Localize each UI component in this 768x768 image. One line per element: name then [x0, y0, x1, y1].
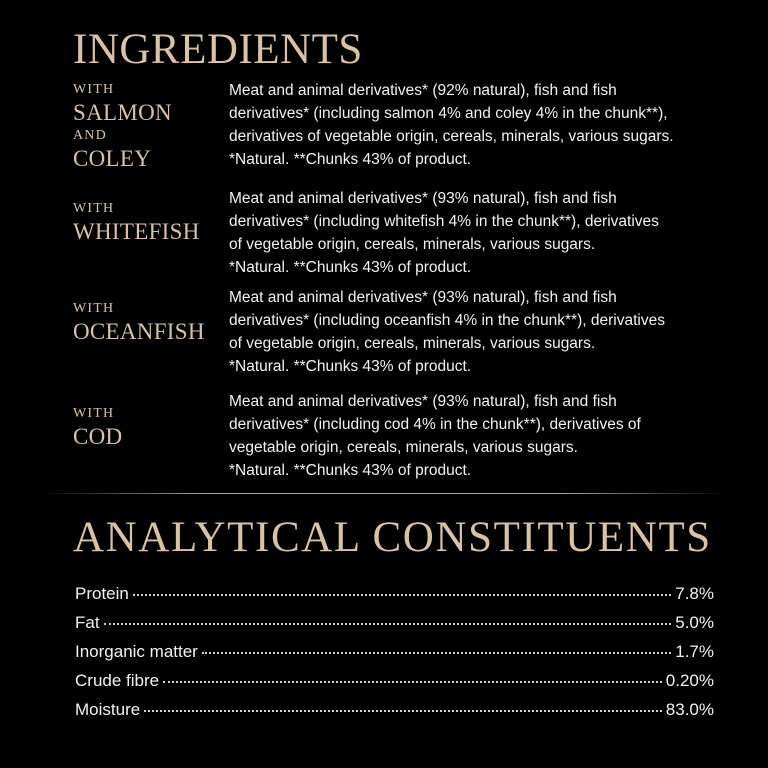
constituent-row-fat — [75, 613, 714, 639]
description-line: derivatives* (including oceanfish 4% in the chunk**), derivatives — [229, 312, 665, 329]
constituent-row-inorganic-matter — [75, 642, 714, 668]
constituent-row-moisture — [75, 700, 714, 726]
variety-description-oceanfish — [229, 286, 749, 378]
variety-label-line: WITH — [73, 201, 115, 216]
description-line: derivatives* (including cod 4% in the chunk**), derivatives of — [229, 416, 641, 433]
description-line: derivatives* (including salmon 4% and coley 4% in the chunk**), — [229, 105, 668, 122]
section-divider — [40, 493, 730, 494]
constituent-row-protein — [75, 584, 714, 610]
variety-description-cod — [229, 390, 749, 482]
description-line: *Natural. **Chunks 43% of product. — [229, 358, 472, 375]
constituent-value: 1.7% — [675, 642, 714, 661]
variety-label-oceanfish — [73, 299, 223, 345]
variety-label-line: WITH — [73, 301, 115, 316]
description-line: *Natural. **Chunks 43% of product. — [229, 462, 472, 479]
ingredients-title: INGREDIENTS — [73, 26, 363, 73]
variety-label-cod — [73, 404, 223, 450]
constituent-label: Protein — [75, 584, 129, 603]
description-line: Meat and animal derivatives* (92% natural), fish and fish — [229, 82, 617, 99]
dot-leader — [163, 680, 662, 683]
constituent-label: Crude fibre — [75, 671, 160, 690]
constituent-row-crude-fibre — [75, 671, 714, 697]
variety-label-line: OCEANFISH — [73, 319, 205, 344]
description-line: Meat and animal derivatives* (93% natural), fish and fish — [229, 190, 617, 207]
description-line: derivatives* (including whitefish 4% in the chunk**), derivatives — [229, 213, 659, 230]
constituent-value: 0.20% — [665, 671, 714, 690]
variety-label-line: SALMON — [73, 100, 172, 125]
description-line: *Natural. **Chunks 43% of product. — [229, 151, 472, 168]
description-line: *Natural. **Chunks 43% of product. — [229, 259, 472, 276]
variety-label-line: WITH — [73, 406, 115, 421]
constituent-value: 5.0% — [675, 613, 714, 632]
description-line: vegetable origin, cereals, minerals, various sugars. — [229, 439, 578, 456]
description-line: of vegetable origin, cereals, minerals, various sugars. — [229, 335, 596, 352]
variety-label-line: COLEY — [73, 146, 152, 171]
constituent-value: 7.8% — [675, 584, 714, 603]
constituent-label: Inorganic matter — [75, 642, 198, 661]
variety-label-line: WHITEFISH — [73, 219, 200, 244]
variety-label-line: WITH — [73, 82, 115, 97]
description-line: Meat and animal derivatives* (93% natural), fish and fish — [229, 393, 617, 410]
constituent-label: Fat — [75, 613, 100, 632]
variety-description-salmon-coley — [229, 79, 749, 171]
variety-label-salmon-coley — [73, 80, 223, 172]
dot-leader — [144, 709, 662, 712]
dot-leader — [104, 622, 672, 625]
constituent-label: Moisture — [75, 700, 141, 719]
analytical-constituents-title: ANALYTICAL CONSTITUENTS — [73, 514, 712, 561]
description-line: derivatives of vegetable origin, cereals, minerals, various sugars. — [229, 128, 674, 145]
dot-leader — [202, 651, 671, 654]
variety-label-line: AND — [73, 128, 107, 143]
dot-leader — [133, 593, 671, 596]
constituent-value: 83.0% — [665, 700, 714, 719]
variety-description-whitefish — [229, 187, 749, 279]
description-line: Meat and animal derivatives* (93% natural), fish and fish — [229, 289, 617, 306]
description-line: of vegetable origin, cereals, minerals, various sugars. — [229, 236, 596, 253]
variety-label-line: COD — [73, 424, 123, 449]
variety-label-whitefish — [73, 199, 223, 245]
